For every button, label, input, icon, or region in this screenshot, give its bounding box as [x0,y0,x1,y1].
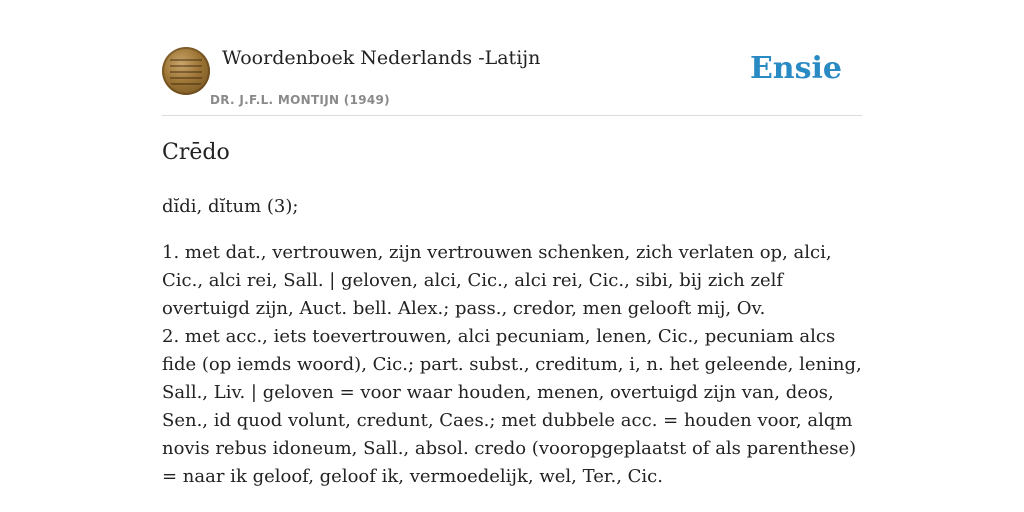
dictionary-author: DR. J.F.L. MONTIJN (1949) [210,93,390,107]
page-header [162,44,862,116]
coin-logo-icon[interactable] [162,47,210,95]
dictionary-title[interactable]: Woordenboek Nederlands -Latijn [222,47,541,69]
definition-sense-2: 2. met acc., iets toevertrouwen, alci pecuniam, lenen, Cic., pecuniam alcs fide (op iemds woord), Cic.; part. subst., creditum, i, n. het geleende, lening, Sall., Liv. | geloven = voor waar houden, menen, overtuigd zijn van, deos, Sen., id quod volunt, credunt, Caes.; met dubbele acc. = houden voor, alqm novis rebus idoneum, Sall., absol. credo (vooropgeplaatst of als parenthese) = naar ik geloof, geloof ik, vermoedelijk, wel, Ter., Cic. [162,326,862,487]
brand-logo[interactable]: Ensie [749,51,842,86]
coin-inscription [170,57,202,85]
entry-headword: Crēdo [162,140,230,165]
entry-forms: dĭdi, dĭtum (3); [162,196,299,217]
definition-sense-1: 1. met dat., vertrouwen, zijn vertrouwen schenken, zich verlaten op, alci, Cic., alci rei, Sall. | geloven, alci, Cic., alci rei, Cic., sibi, bij zich zelf overtuigd zijn, Auct. bell. Alex.; pass., credor, men gelooft mij, Ov. [162,242,832,319]
entry-definition [162,239,862,491]
